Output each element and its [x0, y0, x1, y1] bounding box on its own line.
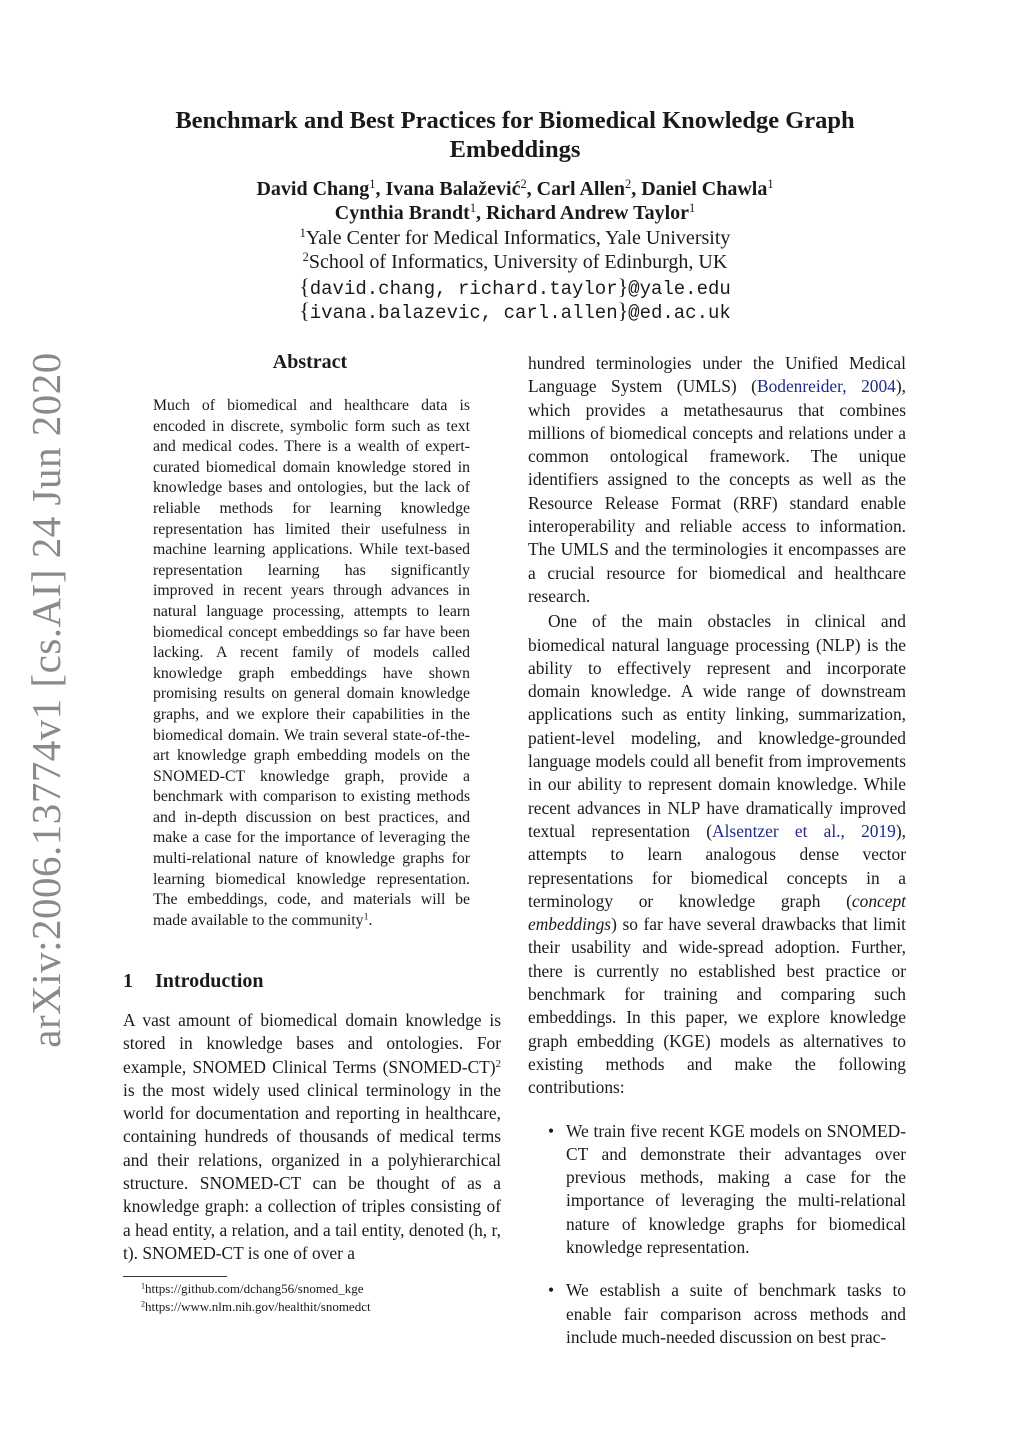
affiliation-1 — [120, 226, 910, 250]
right-column — [528, 352, 906, 1369]
emphasized-term: concept embeddings — [528, 890, 906, 935]
footnote-2 — [141, 1299, 371, 1315]
author-name: , Richard Andrew Taylor — [476, 202, 690, 224]
contributions-list — [528, 1120, 906, 1350]
paragraph-text: hundred terminologies under the Unified Medical Language System (UMLS) ( — [528, 353, 906, 397]
email-line-2 — [120, 299, 910, 325]
list-item — [528, 1120, 906, 1260]
abstract-heading: Abstract — [272, 351, 348, 373]
footnote-mark: 1 — [141, 1281, 146, 1291]
paragraph-text: ), which provides a metathesaurus that combines millions of biomedical concepts and relations under a common ontological framework. The unique identifiers assigned to the concepts as well as the Resource Release Format (RRF) standard enable interoperability and reliable access to information. The UMLS and the terminologies it encompasses are a crucial resource for biomedical and healthcare research. — [528, 376, 906, 606]
author-affiliation-mark: 1 — [469, 201, 477, 216]
list-item — [528, 1279, 906, 1349]
footnote-mark: 2 — [141, 1299, 146, 1309]
author-affiliation-mark: 1 — [689, 201, 696, 216]
author-name: , Daniel Chawla — [631, 178, 768, 200]
footnote-url[interactable]: https://github.com/dchang56/snomed_kge — [145, 1281, 364, 1296]
bullet-icon: • — [548, 1280, 555, 1301]
paragraph-text: One of the main obstacles in clinical and biomedical natural language processing (NLP) is the ability to effectively represent and incorporate domain knowledge. A wide range of downstream applications such as entity linking, summarization, patient-level modeling, and knowledge-grounded language models could all benefit from improvements in our ability to represent domain knowledge. While recent advances in NLP have dramatically improved textual representation ( — [528, 611, 906, 841]
section-number: 1 — [123, 970, 133, 992]
footnote-mark: 1 — [363, 911, 369, 923]
author-name: David Chang — [256, 178, 370, 200]
author-affiliation-mark: 1 — [369, 177, 376, 192]
paper-title — [150, 106, 880, 164]
author-affiliation-mark: 1 — [767, 177, 774, 192]
author-affiliation-mark: 2 — [625, 177, 632, 192]
intro-text-b: is the most widely used clinical terminology in the world for documentation and reporting in healthcare, containing hundreds of thousands of medical terms and their relations, organized in a polyhierarchical structure. SNOMED-CT can be thought of as a knowledge graph: a collection of triples consisting of a head entity, a relation, and a tail entity, denoted (h, r, t). SNOMED-CT is one of over a — [123, 1079, 501, 1263]
brace-close: } — [617, 298, 629, 323]
intro-text-a: A vast amount of biomedical domain knowledge is stored in knowledge bases and ontologies. For example, SNOMED Clinical Terms (SNOMED-CT) — [123, 1010, 501, 1077]
brace-close: } — [617, 274, 629, 299]
section-title: Introduction — [155, 970, 264, 992]
affiliation-2 — [120, 250, 910, 274]
abstract-text: Much of biomedical and healthcare data is encoded in discrete, symbolic form such as text and medical codes. There is a wealth of expert-curated biomedical domain knowledge stored in knowledge bases and ontologies, but the lack of reliable methods for learning knowledge representation has limited their usefulness in machine learning applications. While text-based representation learning has significantly improved in recent years through advances in natural language processing, attempts to learn biomedical concept embeddings so far have been lacking. A recent family of models called knowledge graph embeddings have shown promising results on general domain knowledge graphs, and we explore their capabilities in the biomedical domain. We train several state-of-the-art knowledge graph embedding models on the SNOMED-CT knowledge graph, provide a benchmark with comparison to existing methods and in-depth discussion on best practices, and make a case for the importance of leveraging the multi-relational nature of knowledge graphs for learning biomedical knowledge representation. The embeddings, code, and materials will be made available to the community — [153, 397, 470, 929]
list-item-text: We train five recent KGE models on SNOMED-CT and demonstrate their advantages over previous methods, making a case for the importance of leveraging the multi-relational nature of knowledge graphs for biomedical knowledge representation. — [566, 1120, 906, 1257]
paragraph-text: ), attempts to learn analogous dense vector representations for biomedical concepts in a terminology or knowledge graph ( — [528, 820, 906, 911]
author-name: , Ivana Balažević — [375, 178, 521, 200]
citation-link[interactable]: Bodenreider, 2004 — [756, 376, 896, 397]
citation-link[interactable]: Alsentzer et al., 2019 — [712, 820, 896, 841]
bullet-icon: • — [548, 1120, 555, 1141]
affiliation-mark: 1 — [299, 226, 306, 241]
umls-paragraph — [528, 352, 906, 608]
intro-paragraph — [123, 1009, 501, 1265]
footnote-divider — [123, 1276, 227, 1277]
author-name: , Carl Allen — [526, 178, 626, 200]
email-domain: @yale.edu — [628, 278, 731, 300]
footnote-mark: 2 — [495, 1057, 501, 1070]
author-affiliation-mark: 2 — [520, 177, 527, 192]
section-heading-introduction — [123, 970, 264, 993]
obstacles-paragraph — [528, 610, 906, 1099]
arxiv-identifier-stamp: arXiv:2006.13774v1 [cs.AI] 24 Jun 2020 — [23, 352, 69, 1048]
brace-open: { — [299, 298, 310, 323]
email-users: david.chang, richard.taylor — [309, 278, 618, 300]
author-line-2 — [120, 201, 910, 225]
affiliation-text: Yale Center for Medical Informatics, Yale University — [305, 227, 731, 249]
footnote-1 — [141, 1281, 363, 1297]
author-name: Cynthia Brandt — [334, 202, 470, 224]
brace-open: { — [299, 274, 310, 299]
list-item-text: We establish a suite of benchmark tasks to enable fair comparison across methods and include much-needed discussion on best prac- — [566, 1280, 906, 1347]
title-line-2: Embeddings — [449, 136, 581, 163]
affiliation-mark: 2 — [302, 250, 309, 265]
abstract-body — [153, 396, 470, 931]
abstract-end: . — [368, 911, 373, 929]
author-line-1 — [120, 177, 910, 201]
paragraph-text: ) so far have several drawbacks that limit their usability and wide-spread adoption. Further, there is currently no established best practice or benchmark for training and comparing such embeddings. In this paper, we explore knowledge graph embedding (KGE) models as alternatives to existing methods and make the following contributions: — [528, 914, 906, 1098]
title-line-1: Benchmark and Best Practices for Biomedical Knowledge Graph — [175, 107, 855, 134]
affiliation-text: School of Informatics, University of Edinburgh, UK — [308, 251, 728, 273]
email-users: ivana.balazevic, carl.allen — [309, 302, 618, 324]
email-domain: @ed.ac.uk — [628, 302, 731, 324]
email-line-1 — [120, 275, 910, 301]
footnote-url[interactable]: https://www.nlm.nih.gov/healthit/snomedct — [145, 1299, 371, 1314]
